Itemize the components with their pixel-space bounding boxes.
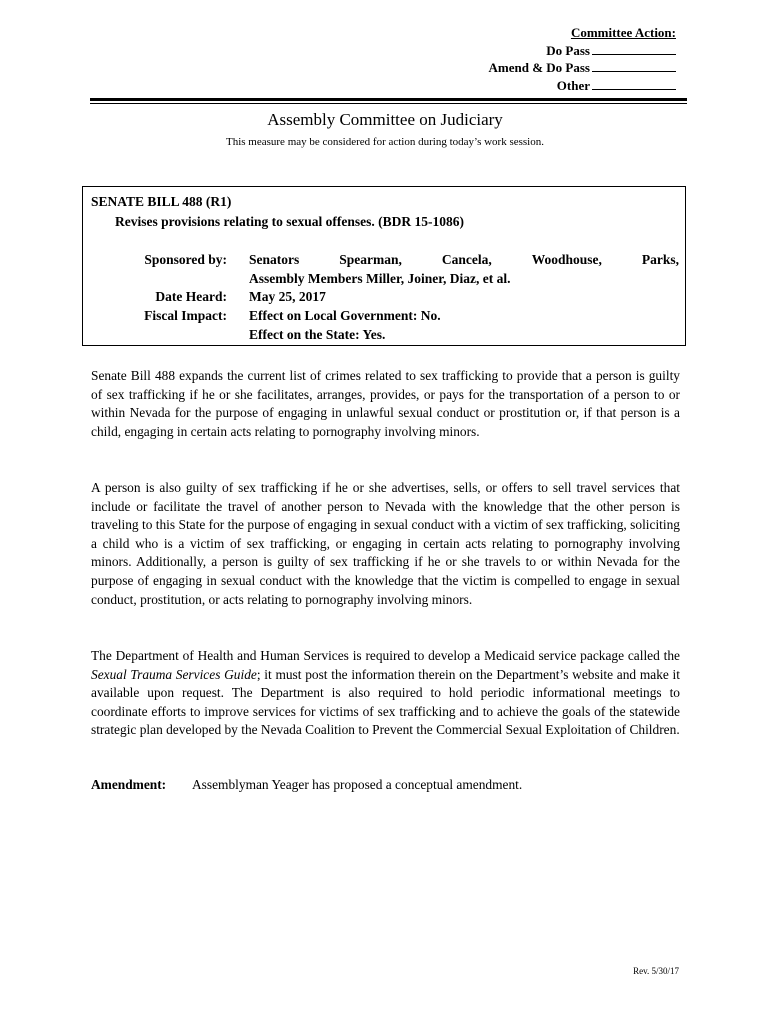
do-pass-blank: [592, 42, 676, 55]
guide-title: Sexual Trauma Services Guide: [91, 666, 257, 682]
date-heard-value: May 25, 2017: [249, 289, 326, 304]
sponsor-word: Senators: [249, 252, 300, 267]
sponsored-by-label: Sponsored by:: [144, 252, 227, 267]
bill-summary-box: [82, 186, 686, 346]
paragraph-3-text-end: ; it must post the information therein on the Department’s website and make it available upon request. The Department is also required to hold periodic informational meetings to coordinate efforts to improve services for victims of sex trafficking and to achieve the goals of the statewide strategic plan developed by the Nevada Coalition to Prevent the Commercial Sexual Exploitation of Children.: [91, 666, 680, 738]
revision-date: Rev. 5/30/17: [633, 966, 679, 976]
sponsors-line-senators: [249, 250, 679, 269]
header-divider-thin: [90, 103, 687, 104]
amend-do-pass-row: [416, 59, 676, 77]
fiscal-local-government: Effect on Local Government: No.: [249, 308, 441, 323]
amendment-text: Assemblyman Yeager has proposed a conceptual amendment.: [192, 777, 523, 792]
sponsor-word: Parks,: [641, 252, 679, 267]
fiscal-state: Effect on the State: Yes.: [249, 327, 386, 342]
sponsors: [249, 250, 679, 288]
summary-paragraph-2: A person is also guilty of sex trafficking if he or she advertises, sells, or offers to sell travel services that include or facilitate the travel of another person to Nevada with the knowledge that the other person is traveling to this State for the purpose of engaging in sexual conduct with a victim of sex trafficking, soliciting a child who is a victim of sex trafficking, or engaging in certain acts relating to pornography involving minors. Additionally, a person is guilty of sex trafficking if he or she travels to or within Nevada for the purpose of engaging in sexual conduct with the knowledge that the victim is compelled to engage in sexual conduct, prostitution, or acts relating to pornography involving minors.: [91, 480, 680, 607]
do-pass-label: Do Pass: [546, 42, 590, 58]
committee-action-title: Committee Action:: [570, 25, 676, 40]
fiscal-impact-label: Fiscal Impact:: [144, 308, 227, 323]
summary-paragraph-1: Senate Bill 488 expands the current list of crimes related to sex trafficking to provide that a person is guilty of sex trafficking if he or she facilitates, arranges, provides, or pays for the transportation of a person to or within Nevada for the purpose of engaging in unlawful sexual conduct or prostitution or, if that person is a child, engaging in certain acts relating to pornography involving minors.: [91, 368, 680, 439]
summary-paragraph-3: [91, 647, 680, 740]
other-label: Other: [556, 77, 590, 93]
amend-do-pass-label: Amend & Do Pass: [488, 60, 590, 75]
sponsor-word: Cancela,: [441, 252, 492, 267]
bill-description: Revises provisions relating to sexual offenses. (BDR 15-1086): [115, 214, 464, 229]
committee-action-block: [416, 24, 676, 94]
paragraph-3-text-start: The Department of Health and Human Services is required to develop a Medicaid service package called the: [91, 648, 680, 663]
committee-title: Assembly Committee on Judiciary: [267, 110, 503, 129]
do-pass-row: [416, 42, 676, 60]
sponsor-word: Woodhouse,: [531, 252, 602, 267]
amendment-label: Amendment:: [91, 777, 167, 792]
other-blank: [592, 77, 676, 90]
date-heard-label: Date Heard:: [155, 289, 227, 304]
fiscal-impact-value: [249, 306, 679, 344]
sponsors-line-assembly: Assembly Members Miller, Joiner, Diaz, et al.: [249, 271, 511, 286]
sponsor-word: Spearman,: [339, 252, 402, 267]
bill-number: SENATE BILL 488 (R1): [91, 194, 232, 209]
header-divider-thick: [90, 98, 687, 101]
other-row: [416, 77, 676, 95]
work-session-note: This measure may be considered for action during today’s work session.: [225, 136, 544, 148]
amend-do-pass-blank: [592, 59, 676, 72]
